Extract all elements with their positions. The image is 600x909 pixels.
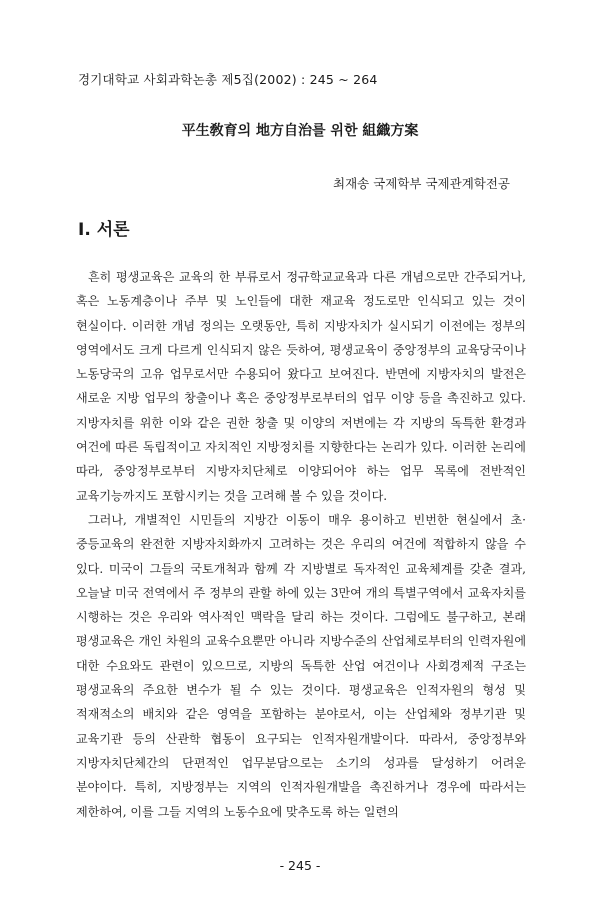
page-number: - 245 - [279,858,321,873]
body-text [76,265,526,824]
journal-header: 경기대학교 사회과학논총 제5집(2002) : 245 ~ 264 [78,72,378,87]
paragraph-2: 그러나, 개별적인 시민들의 지방간 이동이 매우 용이하고 빈번한 현실에서 초·중등교육의 완전한 지방자치화까지 고려하는 것은 우리의 여건에 적합하지 않을 수 있다. 미국이 그들의 국토개척과 함께 각 지방별로 독자적인 교육체계를 갖춘 결과, 오늘날 미국 전역에서 주 정부의 관할 하에 있는 3만여 개의 특별구역에서 교육자치를 시행하는 것은 우리와 역사적인 맥락을 달리 하는 것이다. 그럼에도 불구하고, 본래 평생교육은 개인 차원의 교육수요뿐만 아니라 지방수준의 산업체로부터의 인력자원에 대한 수요와도 관련이 있으므로, 지방의 독특한 산업 여건이나 사회경제적 구조는 평생교육의 주요한 변수가 될 수 있는 것이다. 평생교육은 인적자원의 형성 및 적재적소의 배치와 같은 영역을 포함하는 분야로서, 이는 산업체와 정부기관 및 교육기관 등의 산관학 협동이 요구되는 인적자원개발이다. 따라서, 중앙정부와 지방자치단체간의 단편적인 업무분담으로는 소기의 성과를 달성하기 어려운 분야이다. 특히, 지방정부는 지역의 인적자원개발을 촉진하거나 경우에 따라서는 제한하여, 이를 그들 지역의 노동수요에 맞추도록 하는 일련의 [76,512,526,819]
author-line: 최재송 국제학부 국제관계학전공 [333,176,510,191]
section-heading: Ⅰ. 서론 [78,220,130,240]
paragraph-1: 흔히 평생교육은 교육의 한 부류로서 정규학교교육과 다른 개념으로만 간주되거나, 혹은 노동계층이나 주부 및 노인들에 대한 재교육 정도로만 인식되고 있는 것이 현실이다. 이러한 개념 정의는 오랫동안, 특히 지방자치가 실시되기 이전에는 정부의 영역에서도 크게 다르게 인식되지 않은 듯하여, 평생교육이 중앙정부의 교육당국이나 노동당국의 고유 업무로서만 수용되어 왔다고 보여진다. 반면에 지방자치의 발전은 새로운 지방 업무의 창출이나 혹은 중앙정부로부터의 업무 이양 등을 촉진하고 있다. 지방자치를 위한 이와 같은 권한 창출 및 이양의 저변에는 각 지방의 독특한 환경과 여건에 따른 독립적이고 자치적인 지방정치를 지향한다는 논리가 있다. 이러한 논리에 따라, 중앙정부로부터 지방자치단체로 이양되어야 하는 업무 목록에 전반적인 교육기능까지도 포함시키는 것을 고려해 볼 수 있을 것이다. [76,270,526,503]
paper-title: 平生敎育의 地方自治를 위한 組織方案 [181,123,419,139]
